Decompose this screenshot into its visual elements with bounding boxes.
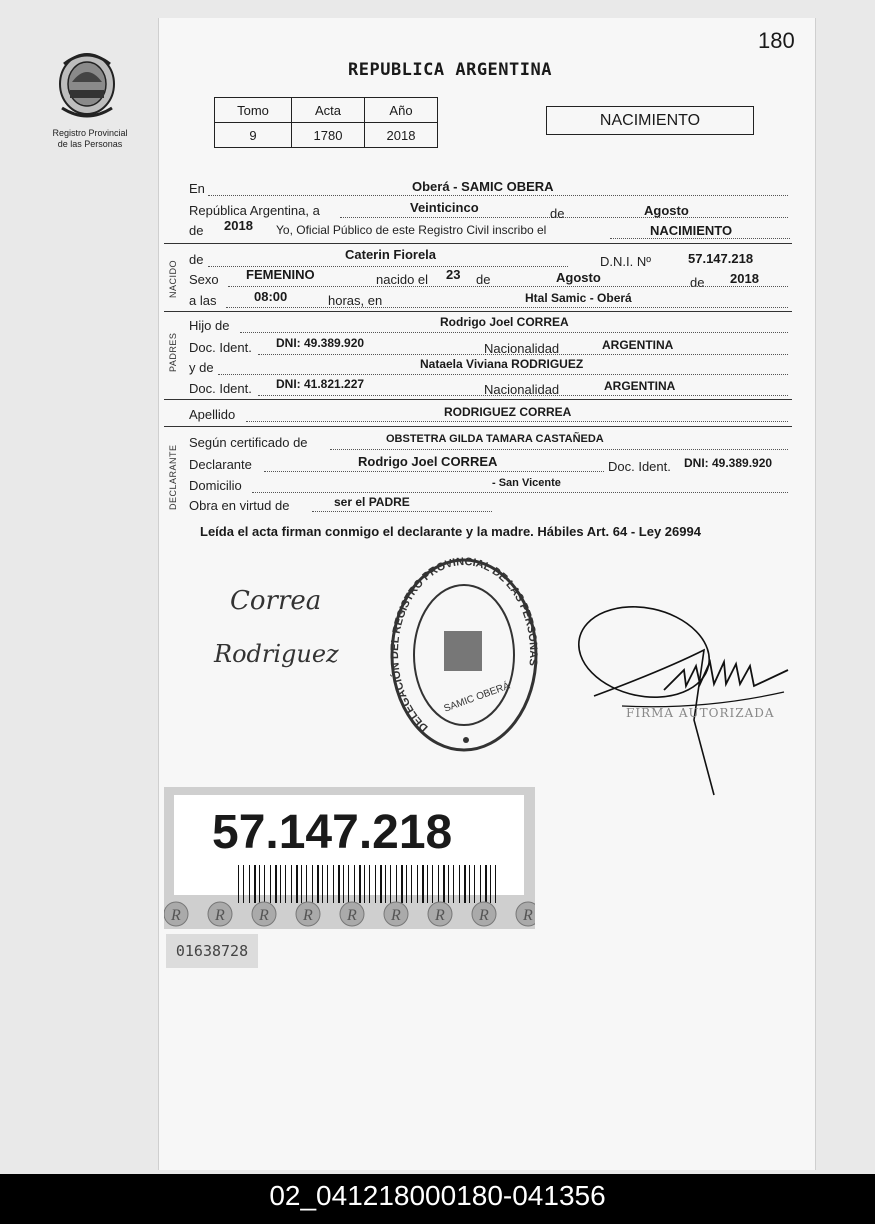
- value-dia-nac: 23: [446, 267, 461, 282]
- id-number-sticker: [164, 787, 535, 929]
- svg-text:R: R: [215, 907, 225, 924]
- dotted-line: [330, 449, 788, 450]
- dotted-line: [226, 307, 788, 308]
- label-y-de: y de: [189, 360, 214, 375]
- value-madre-dni: DNI: 41.821.227: [276, 377, 365, 391]
- label-doc-ident: Doc. Ident.: [189, 340, 252, 355]
- label-sexo: Sexo: [189, 272, 219, 287]
- label-de: de: [189, 223, 204, 238]
- record-col-anio: Año: [365, 98, 438, 123]
- dotted-line: [208, 195, 788, 196]
- label-de: de: [476, 272, 491, 287]
- value-mes-nac: Agosto: [556, 270, 601, 285]
- signature-correa: Correa: [230, 586, 322, 616]
- dotted-line: [258, 395, 788, 396]
- closing-statement: Leída el acta firman conmigo el declarante y la madre. Hábiles Art. 64 - Ley 26994: [200, 524, 701, 539]
- label-horas-en: horas, en: [328, 293, 383, 308]
- value-anio-nac: 2018: [730, 271, 759, 286]
- value-mes-acta: Agosto: [644, 203, 689, 218]
- label-hijo-de: Hijo de: [189, 318, 230, 333]
- record-col-acta: Acta: [292, 98, 365, 123]
- record-val-tomo: 9: [215, 123, 292, 148]
- footer-code: 02_041218000180-041356: [0, 1174, 875, 1224]
- dotted-line: [246, 421, 788, 422]
- section-separator: [164, 243, 792, 244]
- label-segun: Según certificado de: [189, 435, 308, 450]
- value-declarante: Rodrigo Joel CORREA: [358, 454, 498, 469]
- label-de: de: [189, 252, 204, 267]
- value-apellido: RODRIGUEZ CORREA: [444, 405, 572, 419]
- value-tipo: NACIMIENTO: [650, 223, 733, 238]
- section-label-padres: PADRES: [168, 332, 178, 372]
- section-label-nacido: NACIDO: [168, 259, 178, 298]
- svg-text:R: R: [171, 907, 181, 924]
- dotted-line: [228, 286, 788, 287]
- value-lugar-nac: Htal Samic - Oberá: [525, 291, 632, 305]
- dotted-line: [258, 354, 788, 355]
- label-de: de: [550, 206, 565, 221]
- svg-text:R: R: [435, 907, 445, 924]
- label-doc-ident: Doc. Ident.: [608, 459, 671, 474]
- label-de: de: [690, 275, 705, 290]
- value-padre-nac: ARGENTINA: [602, 338, 674, 352]
- signature-rodriguez: Rodriguez: [214, 640, 339, 668]
- label-obra: Obra en virtud de: [189, 498, 290, 513]
- value-declarante-dni: DNI: 49.389.920: [684, 456, 773, 470]
- record-type-box: NACIMIENTO: [546, 106, 754, 135]
- label-declarante: Declarante: [189, 457, 252, 472]
- label-nacionalidad: Nacionalidad: [484, 382, 560, 397]
- svg-text:R: R: [259, 907, 269, 924]
- value-dni: 57.147.218: [688, 251, 754, 266]
- section-separator: [164, 311, 792, 312]
- dotted-line: [312, 511, 492, 512]
- value-anio-acta: 2018: [224, 218, 253, 233]
- label-dni: D.N.I. Nº: [600, 254, 651, 269]
- svg-text:R: R: [391, 907, 401, 924]
- value-lugar: Oberá - SAMIC OBERA: [412, 179, 554, 194]
- registry-name-line-2: de las Personas: [57, 139, 123, 149]
- sticker-security-pattern: [164, 899, 535, 929]
- record-table: [214, 97, 438, 148]
- value-padre-dni: DNI: 49.389.920: [276, 336, 365, 350]
- dotted-line: [610, 238, 790, 239]
- value-domicilio: - San Vicente: [492, 477, 561, 489]
- label-doc-ident: Doc. Ident.: [189, 381, 252, 396]
- dotted-line: [264, 471, 604, 472]
- stamp-center-text: SAMIC OBERÁ: [442, 680, 512, 715]
- authorized-signature: [574, 600, 799, 800]
- section-separator: [164, 426, 792, 427]
- label-nacido-el: nacido el: [376, 272, 429, 287]
- stamp-ring-text: DELEGACIÓN DEL REGISTRO PROVINCIAL DE LAS PERSONAS: [388, 555, 540, 734]
- sticker-number: 57.147.218: [212, 806, 453, 859]
- svg-text:R: R: [347, 907, 357, 924]
- label-en: En: [189, 181, 205, 196]
- registry-name: [30, 128, 150, 150]
- value-dia-letras: Veinticinco: [410, 200, 479, 215]
- record-val-anio: 2018: [365, 123, 438, 148]
- official-round-stamp: [388, 555, 540, 755]
- label-apellido: Apellido: [189, 407, 236, 422]
- label-yo: Yo, Oficial Público de este Registro Civil inscribo el: [276, 223, 547, 237]
- value-nombre: Caterin Fiorela: [345, 247, 437, 262]
- sticker-inner: [174, 795, 524, 895]
- authorized-signature-label: FIRMA AUTORIZADA: [626, 706, 775, 720]
- section-separator: [164, 399, 792, 400]
- label-republica: República Argentina, a: [189, 203, 320, 218]
- value-madre-nac: ARGENTINA: [604, 379, 676, 393]
- svg-text:R: R: [303, 907, 313, 924]
- label-a-las: a las: [189, 293, 217, 308]
- value-certificado: OBSTETRA GILDA TAMARA CASTAÑEDA: [386, 433, 604, 445]
- svg-text:R: R: [479, 907, 489, 924]
- value-padre: Rodrigo Joel CORREA: [440, 315, 569, 329]
- page-number: 180: [758, 28, 795, 53]
- label-domicilio: Domicilio: [189, 478, 242, 493]
- value-sexo: FEMENINO: [246, 267, 315, 282]
- record-val-acta: 1780: [292, 123, 365, 148]
- label-nacionalidad: Nacionalidad: [484, 341, 560, 356]
- value-hora: 08:00: [254, 289, 288, 304]
- value-madre: Nataela Viviana RODRIGUEZ: [420, 357, 584, 371]
- section-label-declarante: DECLARANTE: [168, 444, 178, 510]
- document-title: REPUBLICA ARGENTINA: [348, 60, 552, 80]
- dotted-line: [218, 374, 788, 375]
- svg-text:R: R: [523, 907, 533, 924]
- serial-number: 01638728: [166, 934, 258, 968]
- registry-name-line-1: Registro Provincial: [52, 128, 128, 138]
- value-obra: ser el PADRE: [334, 495, 410, 509]
- barcode: [234, 865, 504, 903]
- record-col-tomo: Tomo: [215, 98, 292, 123]
- dotted-line: [252, 492, 788, 493]
- dotted-line: [240, 332, 788, 333]
- province-coat-of-arms-logo: [52, 42, 122, 122]
